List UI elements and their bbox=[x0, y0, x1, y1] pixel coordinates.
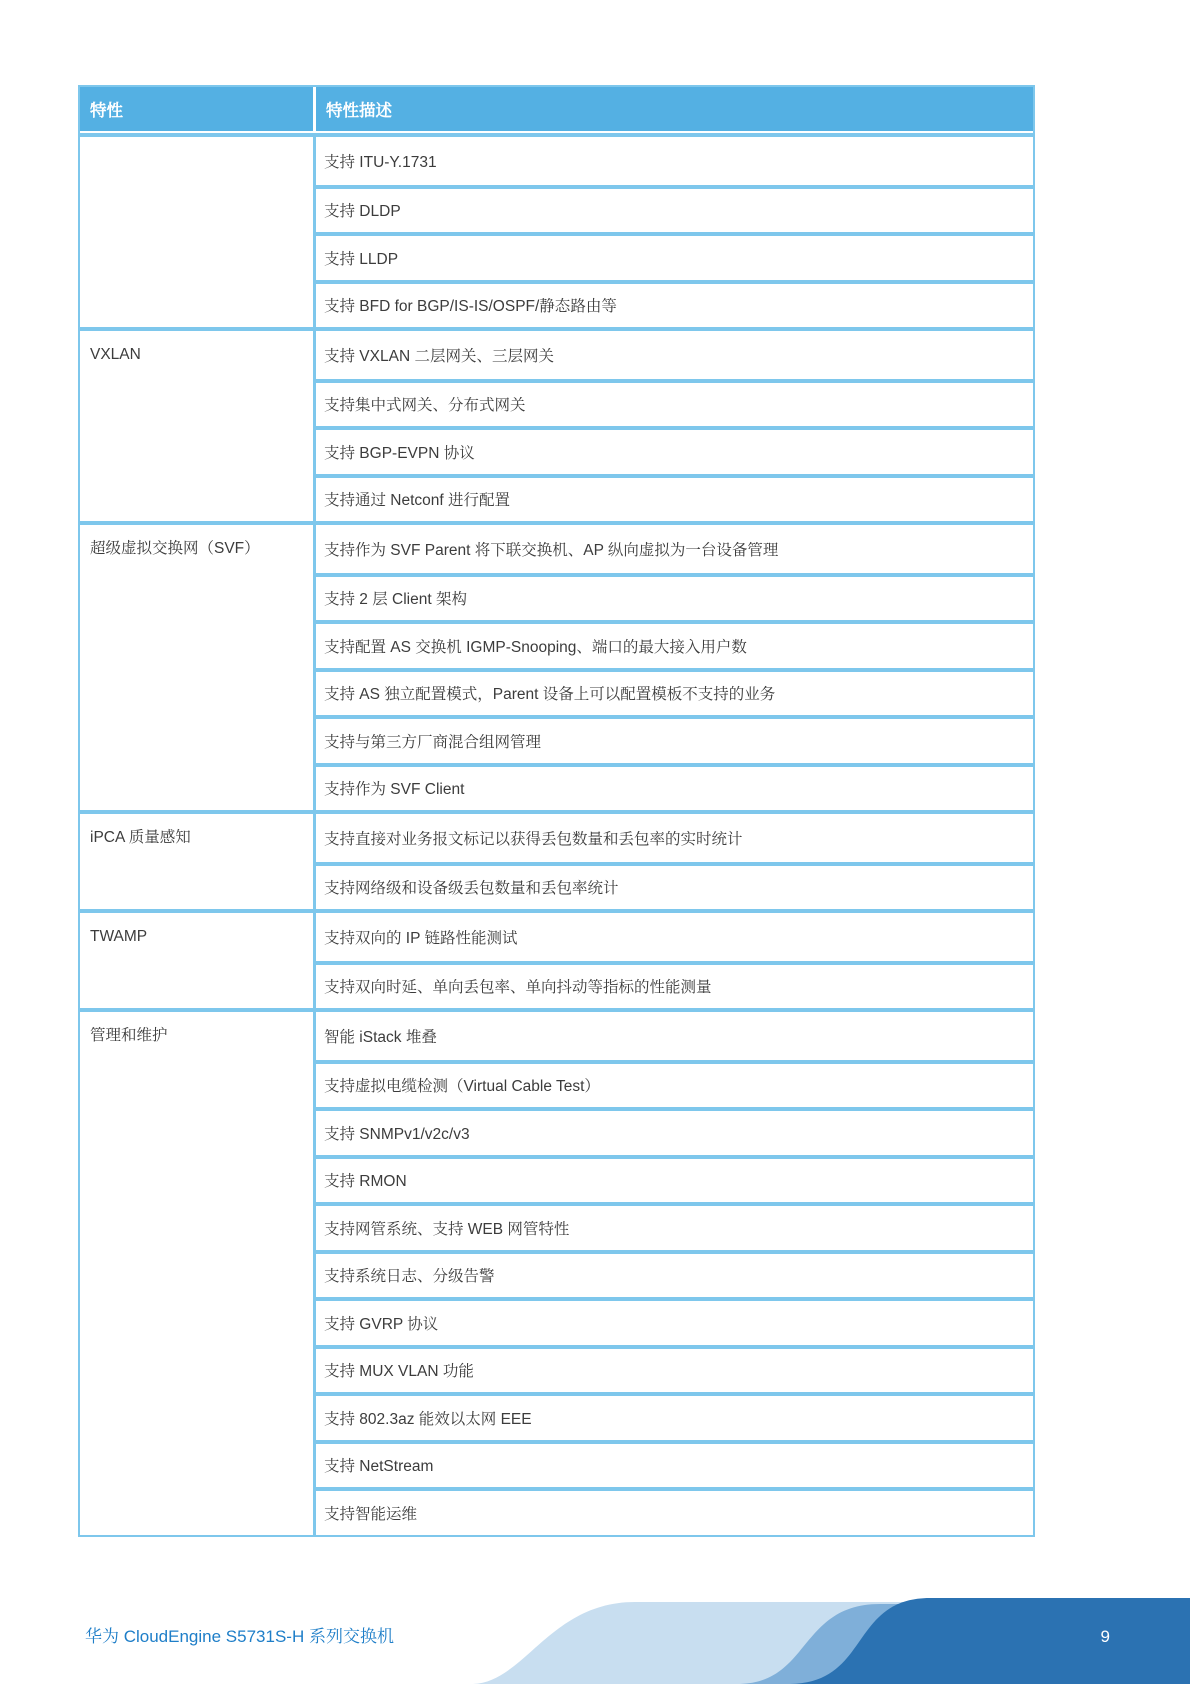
description-cell: 支持 DLDP bbox=[316, 185, 1033, 233]
feature-name-cell: iPCA 质量感知 bbox=[90, 829, 191, 846]
description-cell: 支持系统日志、分级告警 bbox=[316, 1250, 1033, 1298]
feature-name-cell: VXLAN bbox=[90, 346, 141, 363]
feature-group bbox=[80, 810, 1033, 909]
description-cell: 支持集中式网关、分布式网关 bbox=[316, 379, 1033, 427]
column-header-feature: 特性 bbox=[80, 87, 313, 131]
description-cell: 支持 NetStream bbox=[316, 1440, 1033, 1488]
feature-name-cell: TWAMP bbox=[90, 928, 148, 945]
description-cell: 支持作为 SVF Client bbox=[316, 763, 1033, 811]
feature-description-rows bbox=[313, 331, 1033, 521]
description-cell: 支持 ITU-Y.1731 bbox=[324, 153, 437, 171]
feature-group bbox=[80, 521, 1033, 810]
feature-name-cell bbox=[80, 137, 313, 327]
description-cell: 支持 2 层 Client 架构 bbox=[316, 573, 1033, 621]
description-cell: 支持 AS 独立配置模式，Parent 设备上可以配置模板不支持的业务 bbox=[316, 668, 1033, 716]
footer-product-title: 华为 CloudEngine S5731S-H 系列交换机 bbox=[85, 1627, 394, 1646]
feature-table bbox=[78, 85, 1035, 1537]
description-cell: 支持直接对业务报文标记以获得丢包数量和丢包率的实时统计 bbox=[324, 830, 743, 848]
footer-wave-decoration bbox=[450, 1580, 1190, 1684]
feature-table-header bbox=[80, 87, 1033, 131]
description-cell: 支持配置 AS 交换机 IGMP-Snooping、端口的最大接入用户数 bbox=[316, 620, 1033, 668]
description-cell: 支持与第三方厂商混合组网管理 bbox=[316, 715, 1033, 763]
feature-description-rows bbox=[313, 525, 1033, 810]
feature-description-rows bbox=[313, 1012, 1033, 1535]
description-cell: 支持 VXLAN 二层网关、三层网关 bbox=[324, 347, 554, 365]
feature-name-cell: 管理和维护 bbox=[90, 1027, 168, 1044]
description-cell: 支持 SNMPv1/v2c/v3 bbox=[316, 1107, 1033, 1155]
column-header-description: 特性描述 bbox=[316, 87, 1033, 131]
feature-description-rows bbox=[313, 814, 1033, 909]
description-cell: 支持通过 Netconf 进行配置 bbox=[316, 474, 1033, 522]
description-cell: 支持智能运维 bbox=[316, 1487, 1033, 1535]
feature-table-body bbox=[80, 133, 1033, 1535]
description-cell: 支持 GVRP 协议 bbox=[316, 1297, 1033, 1345]
description-cell: 支持 MUX VLAN 功能 bbox=[316, 1345, 1033, 1393]
description-cell: 支持虚拟电缆检测（Virtual Cable Test） bbox=[316, 1060, 1033, 1108]
description-cell: 支持作为 SVF Parent 将下联交换机、AP 纵向虚拟为一台设备管理 bbox=[324, 541, 779, 559]
feature-group bbox=[80, 1008, 1033, 1535]
description-cell: 支持网管系统、支持 WEB 网管特性 bbox=[316, 1202, 1033, 1250]
description-cell: 支持 802.3az 能效以太网 EEE bbox=[316, 1392, 1033, 1440]
page-number: 9 bbox=[1100, 1627, 1110, 1646]
description-cell: 支持 LLDP bbox=[316, 232, 1033, 280]
description-cell: 支持双向时延、单向丢包率、单向抖动等指标的性能测量 bbox=[316, 961, 1033, 1009]
description-cell: 支持 RMON bbox=[316, 1155, 1033, 1203]
feature-description-rows bbox=[313, 913, 1033, 1008]
feature-group bbox=[80, 327, 1033, 521]
feature-group bbox=[80, 909, 1033, 1008]
description-cell: 支持网络级和设备级丢包数量和丢包率统计 bbox=[316, 862, 1033, 910]
feature-group bbox=[80, 133, 1033, 327]
description-cell: 智能 iStack 堆叠 bbox=[324, 1028, 437, 1046]
description-cell: 支持双向的 IP 链路性能测试 bbox=[324, 929, 518, 947]
description-cell: 支持 BGP-EVPN 协议 bbox=[316, 426, 1033, 474]
feature-name-cell: 超级虚拟交换网（SVF） bbox=[90, 540, 260, 557]
feature-description-rows bbox=[313, 137, 1033, 327]
description-cell: 支持 BFD for BGP/IS-IS/OSPF/静态路由等 bbox=[316, 280, 1033, 328]
